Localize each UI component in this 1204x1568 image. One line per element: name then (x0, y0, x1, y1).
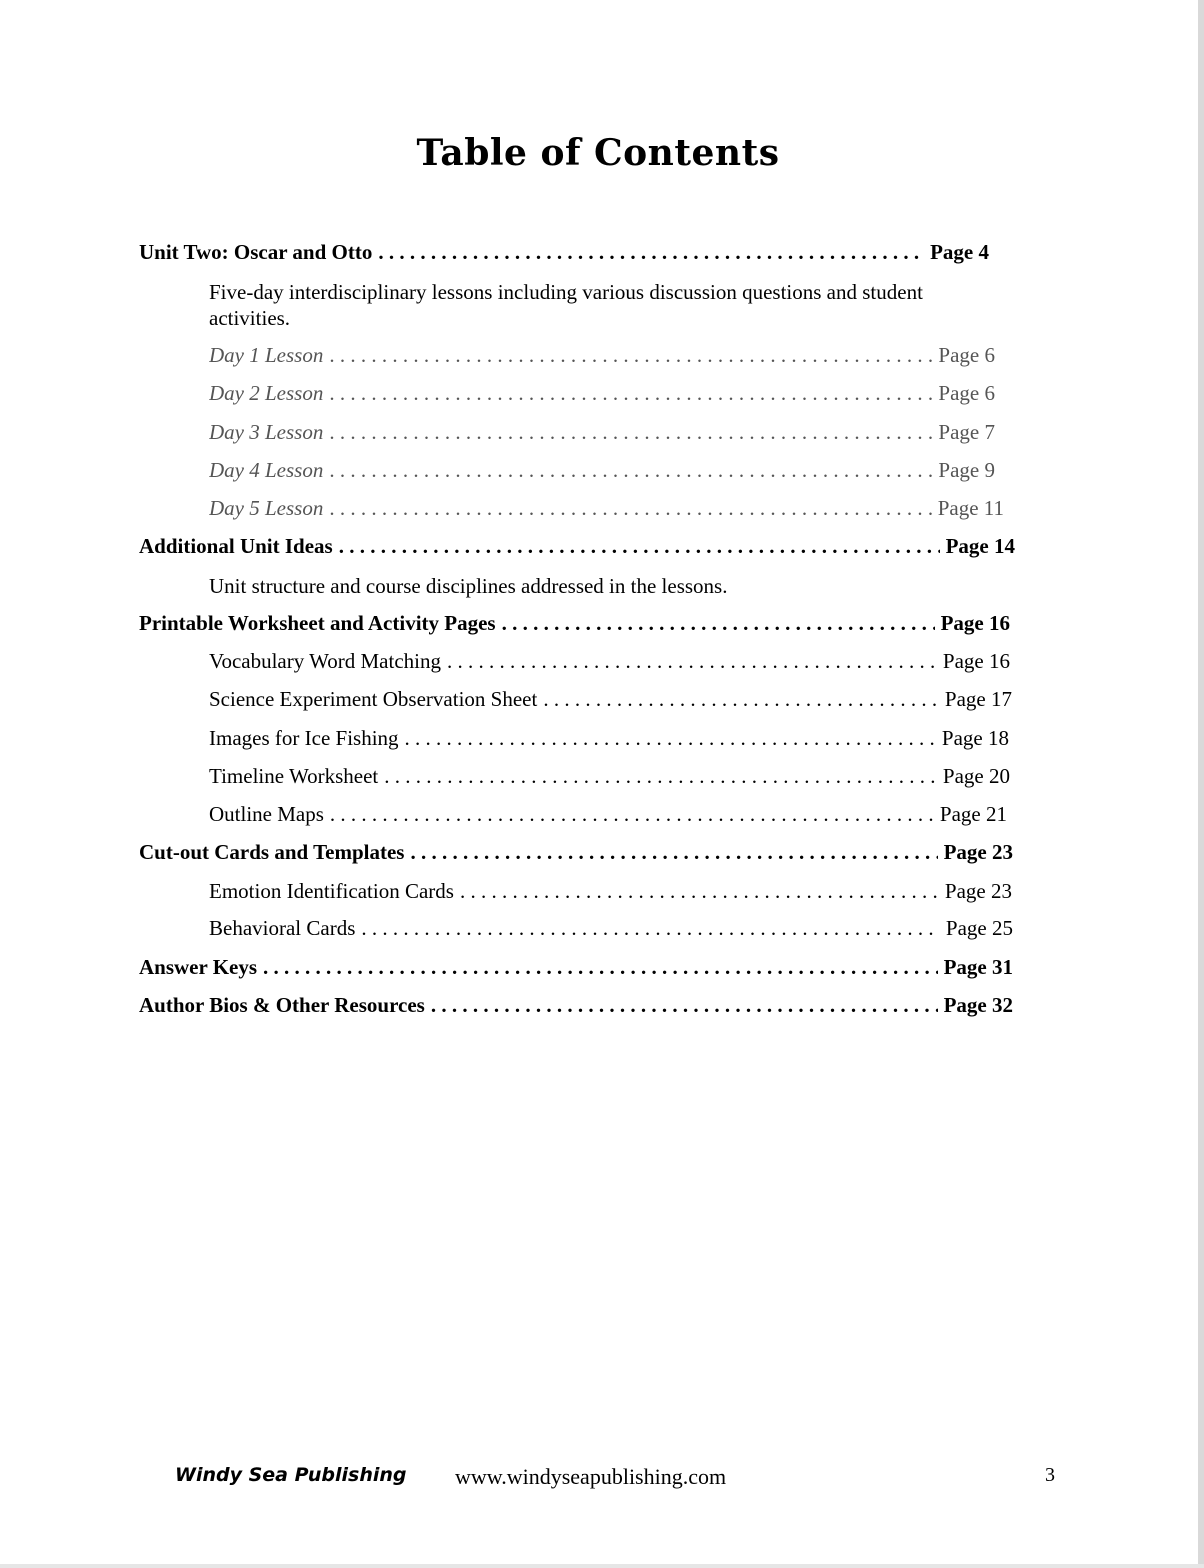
toc-entry-page: Page 23 (944, 879, 1012, 903)
toc-entry-page: Page 11 (937, 496, 1004, 520)
page-edge (1198, 0, 1204, 1568)
toc-entry-label: Additional Unit Ideas (139, 534, 333, 558)
toc-entry-page: Page 21 (939, 802, 1007, 826)
page-title: Table of Contents (416, 132, 780, 174)
toc-entry-page: Page 32 (943, 993, 1013, 1017)
toc-entry-page: Page 7 (938, 420, 995, 444)
dot-leader (384, 764, 937, 789)
toc-entry-label: Day 1 Lesson (209, 343, 324, 367)
toc-entry-additional-unit-ideas[interactable] (139, 534, 1015, 564)
toc-entry-page: Page 20 (942, 764, 1010, 788)
toc-entry-timeline[interactable] (209, 764, 1010, 794)
toc-entry-page: Page 25 (945, 916, 1013, 940)
dot-leader (410, 840, 937, 865)
dot-leader (431, 993, 938, 1018)
toc-entry-printable-worksheets[interactable] (139, 611, 1010, 641)
toc-entry-label: Vocabulary Word Matching (209, 649, 441, 673)
dot-leader (543, 687, 939, 712)
dot-leader (329, 381, 932, 406)
dot-leader (329, 496, 931, 521)
toc-entry-label: Cut-out Cards and Templates (139, 840, 405, 864)
toc-entry-page: Page 6 (938, 381, 995, 405)
toc-entry-unit-two[interactable] (139, 240, 989, 270)
toc-entry-label: Timeline Worksheet (209, 764, 379, 788)
page-number: 3 (1045, 1464, 1055, 1486)
dot-leader (330, 802, 934, 827)
publisher-logo-text: Windy Sea Publishing (175, 1464, 407, 1486)
toc-entry-page: Page 16 (942, 649, 1010, 673)
dot-leader (361, 916, 940, 941)
toc-entry-page: Page 18 (941, 726, 1009, 750)
unit-two-description: Five-day interdisciplinary lessons including various discussion questions and student activities. (209, 280, 923, 330)
toc-entry-day-2[interactable] (209, 381, 995, 411)
toc-entry-label: Behavioral Cards (209, 916, 356, 940)
toc-entry-page: Page 23 (943, 840, 1013, 864)
dot-leader (447, 649, 937, 674)
toc-entry-page: Page 31 (943, 955, 1013, 979)
toc-entry-label: Answer Keys (139, 955, 258, 979)
toc-entry-page: Page 16 (940, 611, 1010, 635)
dot-leader (378, 240, 924, 265)
toc-entry-page: Page 4 (930, 240, 989, 264)
toc-entry-label: Science Experiment Observation Sheet (209, 687, 538, 711)
toc-entry-day-3[interactable] (209, 420, 995, 450)
dot-leader (502, 611, 935, 636)
toc-entry-science-experiment[interactable] (209, 687, 1012, 717)
dot-leader (339, 534, 940, 559)
toc-entry-day-1[interactable] (209, 343, 995, 373)
toc-entry-label: Outline Maps (209, 802, 324, 826)
toc-entry-page: Page 14 (945, 534, 1015, 558)
toc-entry-emotion-cards[interactable] (209, 879, 1012, 909)
dot-leader (405, 726, 936, 751)
toc-entry-label: Author Bios & Other Resources (139, 993, 425, 1017)
page-bottom-edge (0, 1564, 1204, 1568)
toc-entry-day-4[interactable] (209, 458, 995, 488)
toc-entry-label: Day 4 Lesson (209, 458, 324, 482)
toc-entry-cutout-cards[interactable] (139, 840, 1013, 870)
toc-entry-label: Day 5 Lesson (209, 496, 324, 520)
dot-leader (460, 879, 939, 904)
toc-entry-label: Day 2 Lesson (209, 381, 324, 405)
dot-leader (263, 955, 938, 980)
toc-entry-page: Page 9 (938, 458, 995, 482)
toc-entry-answer-keys[interactable] (139, 955, 1013, 985)
toc-entry-label: Emotion Identification Cards (209, 879, 454, 903)
dot-leader (329, 458, 932, 483)
toc-entry-page: Page 6 (938, 343, 995, 367)
toc-entry-day-5[interactable] (209, 496, 1004, 526)
toc-entry-behavioral-cards[interactable] (209, 916, 1013, 946)
toc-entry-vocabulary[interactable] (209, 649, 1010, 679)
additional-ideas-description: Unit structure and course disciplines addressed in the lessons. (209, 574, 728, 598)
toc-entry-label: Unit Two: Oscar and Otto (139, 240, 373, 264)
toc-entry-ice-fishing[interactable] (209, 726, 1009, 756)
toc-entry-label: Day 3 Lesson (209, 420, 324, 444)
toc-entry-page: Page 17 (944, 687, 1012, 711)
toc-entry-label: Printable Worksheet and Activity Pages (139, 611, 496, 635)
toc-entry-author-bios[interactable] (139, 993, 1013, 1023)
toc-entry-label: Images for Ice Fishing (209, 726, 399, 750)
dot-leader (329, 420, 932, 445)
dot-leader (329, 343, 932, 368)
website-url[interactable]: www.windyseapublishing.com (455, 1464, 727, 1489)
toc-entry-outline-maps[interactable] (209, 802, 1007, 832)
